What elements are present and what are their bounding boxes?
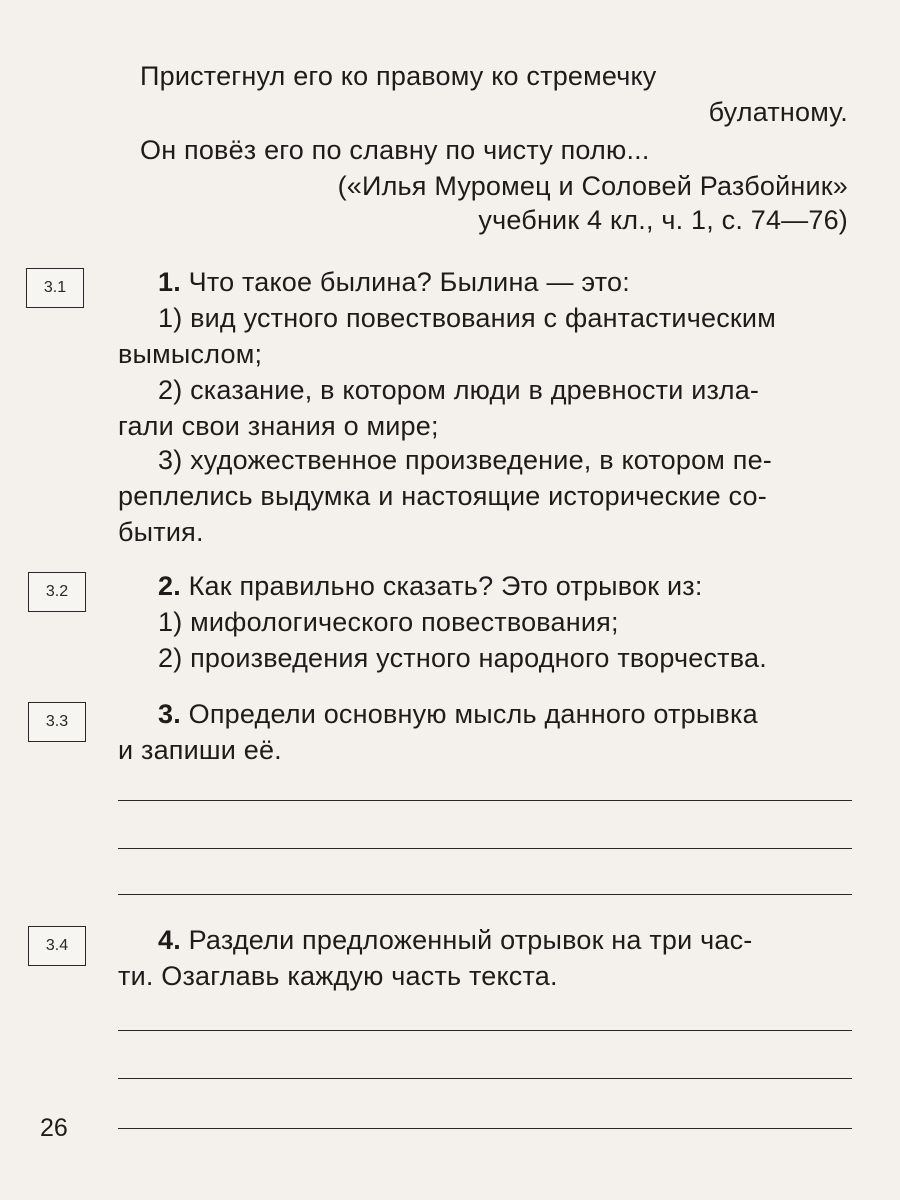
task-1-option-3-line-3: бытия. bbox=[118, 517, 204, 547]
poem-line-1: Пристегнул его ко правому ко стремечку bbox=[140, 61, 657, 91]
task-1-option-3-line-1: 3) художественное произведение, в котором пе- bbox=[158, 445, 772, 475]
task-2-question bbox=[158, 570, 703, 602]
task-label-3-1: 3.1 bbox=[26, 268, 84, 308]
answer-line-3-3[interactable] bbox=[118, 894, 852, 895]
poem-line-3: Он повёз его по славну по чисту полю... bbox=[140, 135, 650, 165]
source-line-2: учебник 4 кл., ч. 1, с. 74—76) bbox=[478, 205, 848, 235]
answer-line-4-2[interactable] bbox=[118, 1078, 852, 1079]
answer-line-3-1[interactable] bbox=[118, 800, 852, 801]
task-1-question bbox=[158, 266, 630, 298]
task-3-number: 3. bbox=[158, 699, 181, 729]
task-2-number: 2. bbox=[158, 571, 181, 601]
task-1-number: 1. bbox=[158, 267, 181, 297]
task-2-option-2: 2) произведения устного народного творчества. bbox=[158, 643, 767, 673]
answer-line-4-1[interactable] bbox=[118, 1030, 852, 1031]
page-number: 26 bbox=[40, 1114, 68, 1142]
task-label-3-2: 3.2 bbox=[28, 572, 86, 612]
source-line-1: («Илья Муромец и Соловей Разбойник» bbox=[337, 171, 848, 201]
task-label-3-4: 3.4 bbox=[28, 926, 86, 966]
task-1-question-text: Что такое былина? Былина — это: bbox=[188, 267, 630, 297]
task-3-question-line-1: Определи основную мысль данного отрывка bbox=[188, 699, 758, 729]
task-4-question bbox=[158, 924, 752, 956]
answer-line-4-3[interactable] bbox=[118, 1128, 852, 1129]
task-3-question-line-2: и запиши её. bbox=[118, 735, 282, 765]
task-2-option-1: 1) мифологического повествования; bbox=[158, 607, 619, 637]
task-4-question-line-1: Раздели предложенный отрывок на три час- bbox=[188, 925, 753, 955]
task-1-option-1-line-1: 1) вид устного повествования с фантастическим bbox=[158, 303, 776, 333]
answer-line-3-2[interactable] bbox=[118, 848, 852, 849]
task-4-question-line-2: ти. Озаглавь каждую часть текста. bbox=[118, 961, 558, 991]
task-1-option-2-line-2: гали свои знания о мире; bbox=[118, 411, 439, 441]
task-1-option-1-line-2: вымыслом; bbox=[118, 339, 263, 369]
task-2-question-text: Как правильно сказать? Это отрывок из: bbox=[188, 571, 703, 601]
poem-line-2: булатному. bbox=[708, 97, 848, 127]
task-1-option-3-line-2: реплелись выдумка и настоящие исторические со- bbox=[118, 481, 767, 511]
task-4-number: 4. bbox=[158, 925, 181, 955]
task-label-3-3: 3.3 bbox=[28, 702, 86, 742]
task-1-option-2-line-1: 2) сказание, в котором люди в древности изла- bbox=[158, 375, 760, 405]
task-3-question bbox=[158, 698, 758, 730]
